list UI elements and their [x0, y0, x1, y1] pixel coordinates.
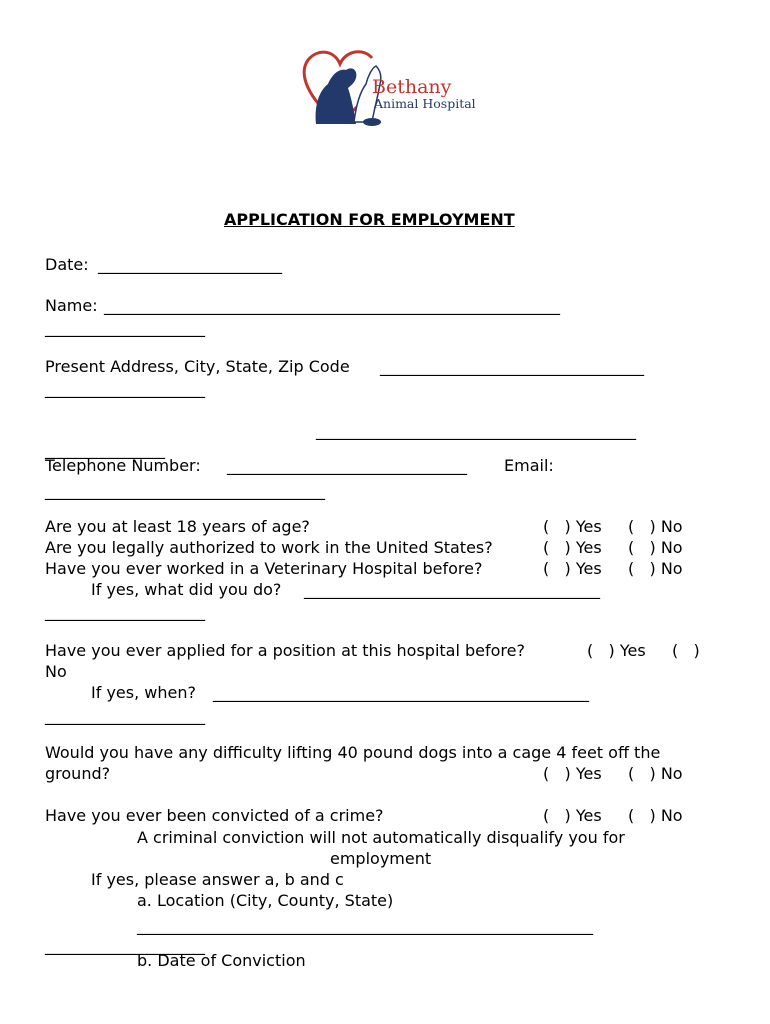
applied-no-paren[interactable]: ( ) — [672, 641, 700, 660]
question-authorized: Are you legally authorized to work in the United States? — [45, 538, 493, 557]
address-field-line2[interactable]: ________________________________________ — [316, 421, 636, 440]
email-field[interactable]: ___________________________________ — [45, 481, 325, 500]
age-no-option[interactable]: ( ) No — [628, 517, 683, 536]
authorized-yes-option[interactable]: ( ) Yes — [543, 538, 602, 557]
question-age: Are you at least 18 years of age? — [45, 517, 310, 536]
question-vet: Have you ever worked in a Veterinary Hospital before? — [45, 559, 483, 578]
address-field[interactable]: _________________________________ — [380, 357, 644, 376]
date-label: Date: — [45, 255, 89, 274]
question-lifting-cont: ground? — [45, 764, 111, 783]
lifting-no-option[interactable]: ( ) No — [628, 764, 683, 783]
telephone-field[interactable]: ______________________________ — [227, 456, 467, 475]
applied-followup-label: If yes, when? — [91, 683, 196, 702]
form-title: APPLICATION FOR EMPLOYMENT — [224, 210, 515, 229]
question-applied: Have you ever applied for a position at this hospital before? — [45, 641, 525, 660]
name-field-cont[interactable]: ____________________ — [45, 318, 205, 337]
vet-followup-field[interactable]: _____________________________________ — [304, 580, 600, 599]
logo-subtitle: Animal Hospital — [374, 96, 476, 111]
vet-followup-label: If yes, what did you do? — [91, 580, 282, 599]
crime-date-label: b. Date of Conviction — [137, 951, 306, 970]
age-yes-option[interactable]: ( ) Yes — [543, 517, 602, 536]
authorized-no-option[interactable]: ( ) No — [628, 538, 683, 557]
name-field[interactable]: _________________________________________________________ — [104, 296, 560, 315]
crime-location-field-cont[interactable]: ____________________ — [45, 936, 205, 955]
applied-followup-field-cont[interactable]: ____________________ — [45, 706, 205, 725]
applied-yes-option[interactable]: ( ) Yes — [587, 641, 646, 660]
applied-no-option: No — [45, 662, 67, 681]
name-label: Name: — [45, 296, 98, 315]
crime-note-cont: employment — [330, 849, 432, 868]
crime-location-label: a. Location (City, County, State) — [137, 891, 394, 910]
address-field-cont[interactable]: ____________________ — [45, 379, 205, 398]
question-crime: Have you ever been convicted of a crime? — [45, 806, 384, 825]
crime-note: A criminal conviction will not automatically disqualify you for — [137, 828, 625, 847]
crime-location-field[interactable]: _________________________________________________________ — [137, 916, 593, 935]
lifting-yes-option[interactable]: ( ) Yes — [543, 764, 602, 783]
vet-followup-field-cont[interactable]: ____________________ — [45, 602, 205, 621]
crime-instruction: If yes, please answer a, b and c — [91, 870, 344, 889]
telephone-label: Telephone Number: — [45, 456, 201, 475]
date-field[interactable]: _______________________ — [98, 255, 282, 274]
question-lifting: Would you have any difficulty lifting 40 pound dogs into a cage 4 feet off the — [45, 743, 661, 762]
email-label: Email: — [504, 456, 554, 475]
applied-followup-field[interactable]: _______________________________________________ — [213, 683, 589, 702]
address-label: Present Address, City, State, Zip Code — [45, 357, 350, 376]
address-field-line3[interactable]: _______________ — [45, 440, 165, 459]
logo-name: Bethany — [372, 76, 452, 98]
crime-no-option[interactable]: ( ) No — [628, 806, 683, 825]
crime-yes-option[interactable]: ( ) Yes — [543, 806, 602, 825]
vet-yes-option[interactable]: ( ) Yes — [543, 559, 602, 578]
vet-no-option[interactable]: ( ) No — [628, 559, 683, 578]
